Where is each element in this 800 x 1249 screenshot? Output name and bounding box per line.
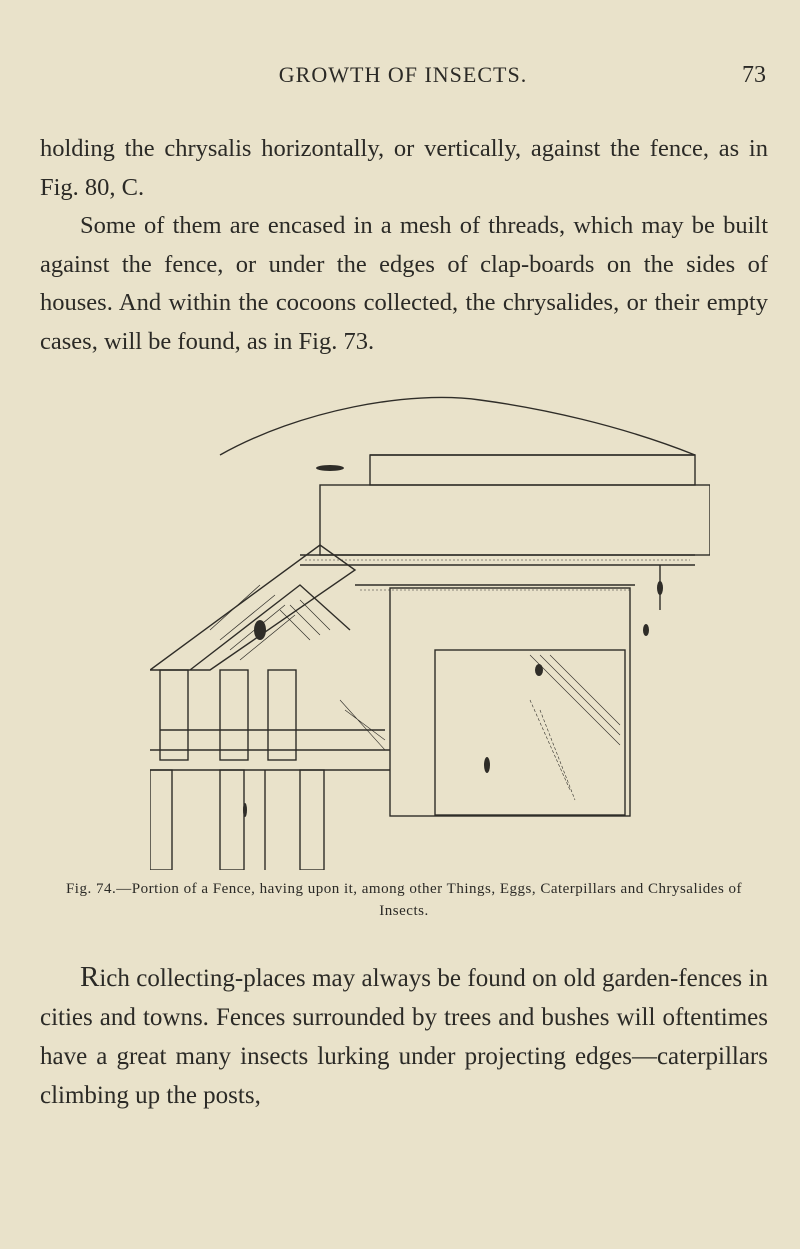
figure-caption: Fig. 74.—Portion of a Fence, having upon it, among other Things, Eggs, Caterpillars and Chrysalides of Insects.: [65, 881, 743, 919]
fence-illustration: [150, 370, 710, 870]
body-text-top: [40, 130, 768, 361]
page-number: 73: [742, 62, 766, 88]
drop-cap: R: [80, 961, 100, 993]
running-title: GROWTH OF INSECTS.: [278, 62, 528, 87]
paragraph-3: [40, 958, 768, 1115]
paragraph-3-text: ich collecting-places may always be found on old garden-fences in cities and towns. Fences surrounded by trees and bushes will oftentimes have a great many insects lurking under projecting edges—caterpillars climbing up the posts,: [40, 965, 768, 1109]
running-head: [40, 62, 766, 92]
paragraph-1: holding the chrysalis horizontally, or vertically, against the fence, as in Fig. 80, C.: [40, 135, 768, 201]
paragraph-2: Some of them are encased in a mesh of threads, which may be built against the fence, or under the edges of clap-boards on the sides of houses. And within the cocoons collected, the chrysalides, or their empty cases, will be found, as in Fig. 73.: [40, 212, 768, 355]
